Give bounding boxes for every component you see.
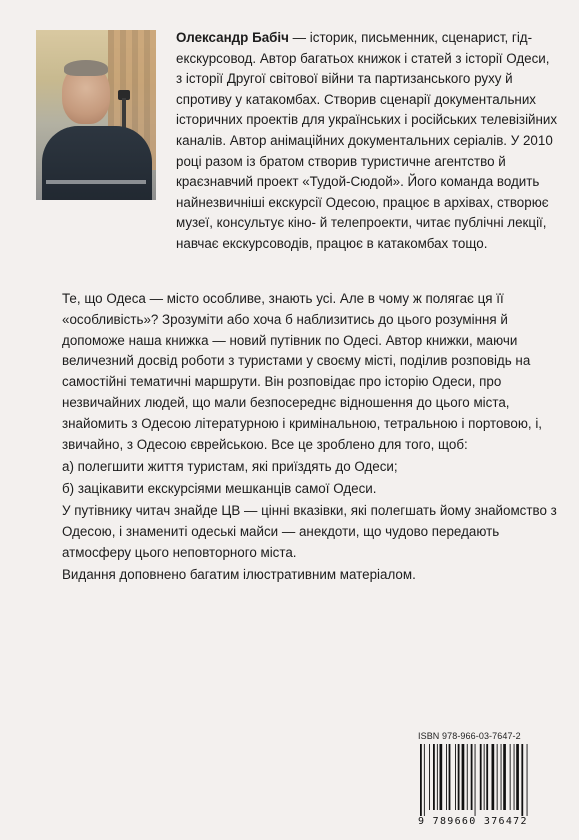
description-list-item-b: б) зацікавити екскурсіями мешканців самої Одеси. — [62, 481, 377, 497]
author-name: Олександр Бабіч — [176, 30, 289, 45]
description-list-item-a: а) полегшити життя туристам, які приїздять до Одеси; — [62, 458, 398, 474]
description-paragraph-3: Видання доповнено багатим ілюстративним матеріалом. — [62, 567, 416, 583]
description-paragraph-2: У путівнику читач знайде ЦВ — цінні вказівки, які полегшать йому знайомство з Одесою, і знамениті одеські майси — анекдоти, що чудово передають атмосферу цього неповторного міста. — [62, 503, 557, 561]
isbn-label: ISBN 978-966-03-7647-2 — [418, 731, 521, 741]
author-photo — [36, 30, 156, 200]
book-description — [62, 289, 564, 588]
author-bio-text: — історик, письменник, сценарист, гід-екскурсовод. Автор багатьох книжок і статей з історії Одеси, з історії Другої світової війни та партизанського руху й спротиву у катакомбах. Створив сценарії документальних історичних проектів для українських і російських телевізійних каналів. Автор анімаційних документальних серіалів. У 2010 році разом із братом створив туристичне агентство й краєзнавчий проект «Тудой-Сюдой». Його команда водить найнезвичніші екскурсії Одесою, працює в архівах, створює музеї, консультує кіно- й телепроекти, читає публічні лекції, навчає екскурсоводів, працює в катакомбах тощо. — [176, 30, 558, 251]
author-bio — [176, 28, 558, 255]
barcode-digits: 9 789660 376472 — [418, 816, 528, 827]
isbn-barcode — [418, 744, 548, 816]
description-paragraph-1: Те, що Одеса — місто особливе, знають усі. Але в чому ж полягає ця її «особливість»? Зрозуміти або хоча б наблизитись до цього розуміння й допоможе наша книжка — новий путівник по Одесі. Автор книжки, маючи величезний досвід роботи з туристами у своєму місті, поділив розповідь на самостійні тематичні маршрути. Він розповідає про історію Одеси, про незвичайних людей, що мали безпосереднє відношення до цього міста, знайомить з Одесою літературною і кримінальною, тетральною і портовою, і, звичайно, з Одесою єврейською. Все це зроблено для того, щоб: — [62, 291, 543, 452]
